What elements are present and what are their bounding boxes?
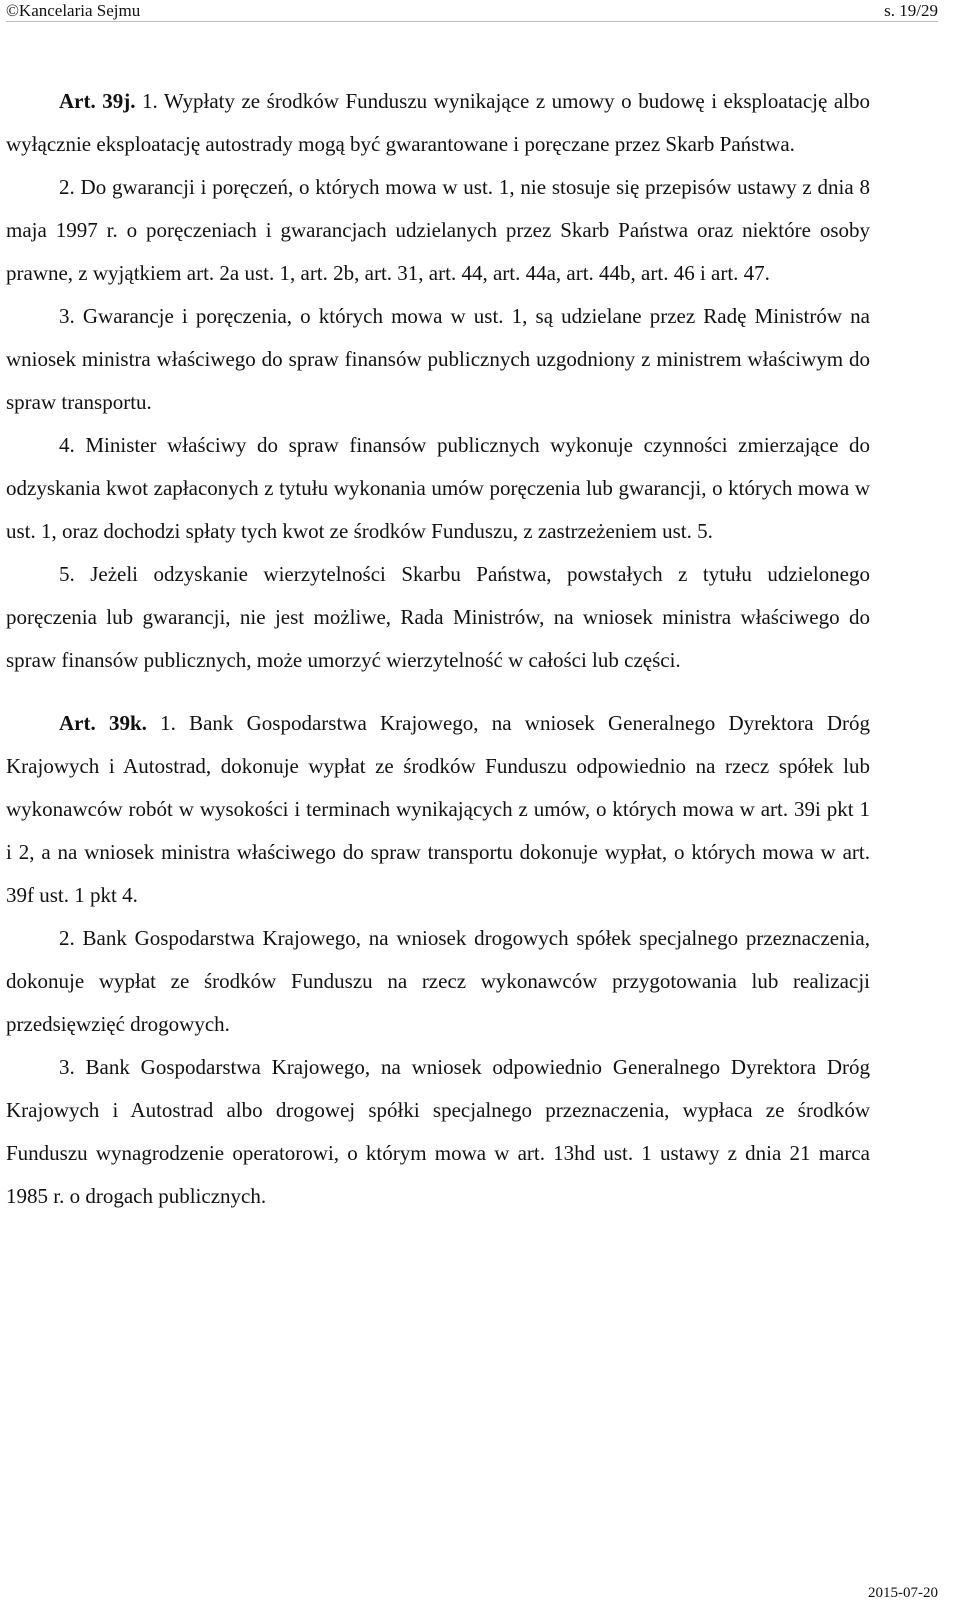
paragraph-text: 4. Minister właściwy do spraw finansów publicznych wykonuje czynności zmierzające do odzyskania kwot zapłaconych z tytułu wykonania umów poręczenia lub gwarancji, o których mowa w ust. 1, oraz dochodzi spłaty tych kwot ze środków Funduszu, z zastrzeżeniem ust. 5.	[6, 433, 870, 543]
article-label-39k: Art. 39k.	[59, 711, 147, 735]
paragraph-text: 3. Gwarancje i poręczenia, o których mowa w ust. 1, są udzielane przez Radę Ministrów na wniosek ministra właściwego do spraw finansów publicznych uzgodniony z ministrem właściwym do spraw transportu.	[6, 304, 870, 414]
article-39j-paragraph-1	[6, 80, 870, 166]
header-page-number: s. 19/29	[884, 1, 938, 20]
footer-date: 2015-07-20	[868, 1585, 938, 1601]
paragraph-text: 5. Jeżeli odzyskanie wierzytelności Skarbu Państwa, powstałych z tytułu udzielonego poręczenia lub gwarancji, nie jest możliwe, Rada Ministrów, na wniosek ministra właściwego do spraw finansów publicznych, może umorzyć wierzytelność w całości lub części.	[6, 562, 870, 672]
page-header	[6, 0, 938, 22]
document-body	[6, 80, 870, 1218]
article-39j-paragraph-3	[6, 295, 870, 424]
article-39k-paragraph-2	[6, 917, 870, 1046]
paragraph-text: 1. Wypłaty ze środków Funduszu wynikające z umowy o budowę i eksploatację albo wyłącznie eksploatację autostrady mogą być gwarantowane i poręczane przez Skarb Państwa.	[6, 89, 871, 156]
paragraph-text: 1. Bank Gospodarstwa Krajowego, na wniosek Generalnego Dyrektora Dróg Krajowych i Autostrad, dokonuje wypłat ze środków Funduszu odpowiednio na rzecz spółek lub wykonawców robót w wysokości i terminach wynikających z umów, o których mowa w art. 39i pkt 1 i 2, a na wniosek ministra właściwego do spraw transportu dokonuje wypłat, o których mowa w art. 39f ust. 1 pkt 4.	[6, 711, 870, 907]
article-39j-paragraph-5	[6, 553, 870, 682]
paragraph-text: 2. Bank Gospodarstwa Krajowego, na wniosek drogowych spółek specjalnego przeznaczenia, dokonuje wypłat ze środków Funduszu na rzecz wykonawców przygotowania lub realizacji przedsięwzięć drogowych.	[6, 926, 870, 1036]
article-39k-paragraph-1	[6, 702, 870, 917]
article-label-39j: Art. 39j.	[59, 89, 136, 113]
article-39j-paragraph-4	[6, 424, 870, 553]
paragraph-text: 3. Bank Gospodarstwa Krajowego, na wniosek odpowiednio Generalnego Dyrektora Dróg Krajowych i Autostrad albo drogowej spółki specjalnego przeznaczenia, wypłaca ze środków Funduszu wynagrodzenie operatorowi, o którym mowa w art. 13hd ust. 1 ustawy z dnia 21 marca 1985 r. o drogach publicznych.	[6, 1055, 870, 1208]
paragraph-text: 2. Do gwarancji i poręczeń, o których mowa w ust. 1, nie stosuje się przepisów ustawy z dnia 8 maja 1997 r. o poręczeniach i gwarancjach udzielanych przez Skarb Państwa oraz niektóre osoby prawne, z wyjątkiem art. 2a ust. 1, art. 2b, art. 31, art. 44, art. 44a, art. 44b, art. 46 i art. 47.	[6, 175, 870, 285]
header-divider	[6, 21, 938, 22]
article-39j-paragraph-2	[6, 166, 870, 295]
header-publisher: ©Kancelaria Sejmu	[6, 1, 141, 20]
article-39k-paragraph-3	[6, 1046, 870, 1218]
